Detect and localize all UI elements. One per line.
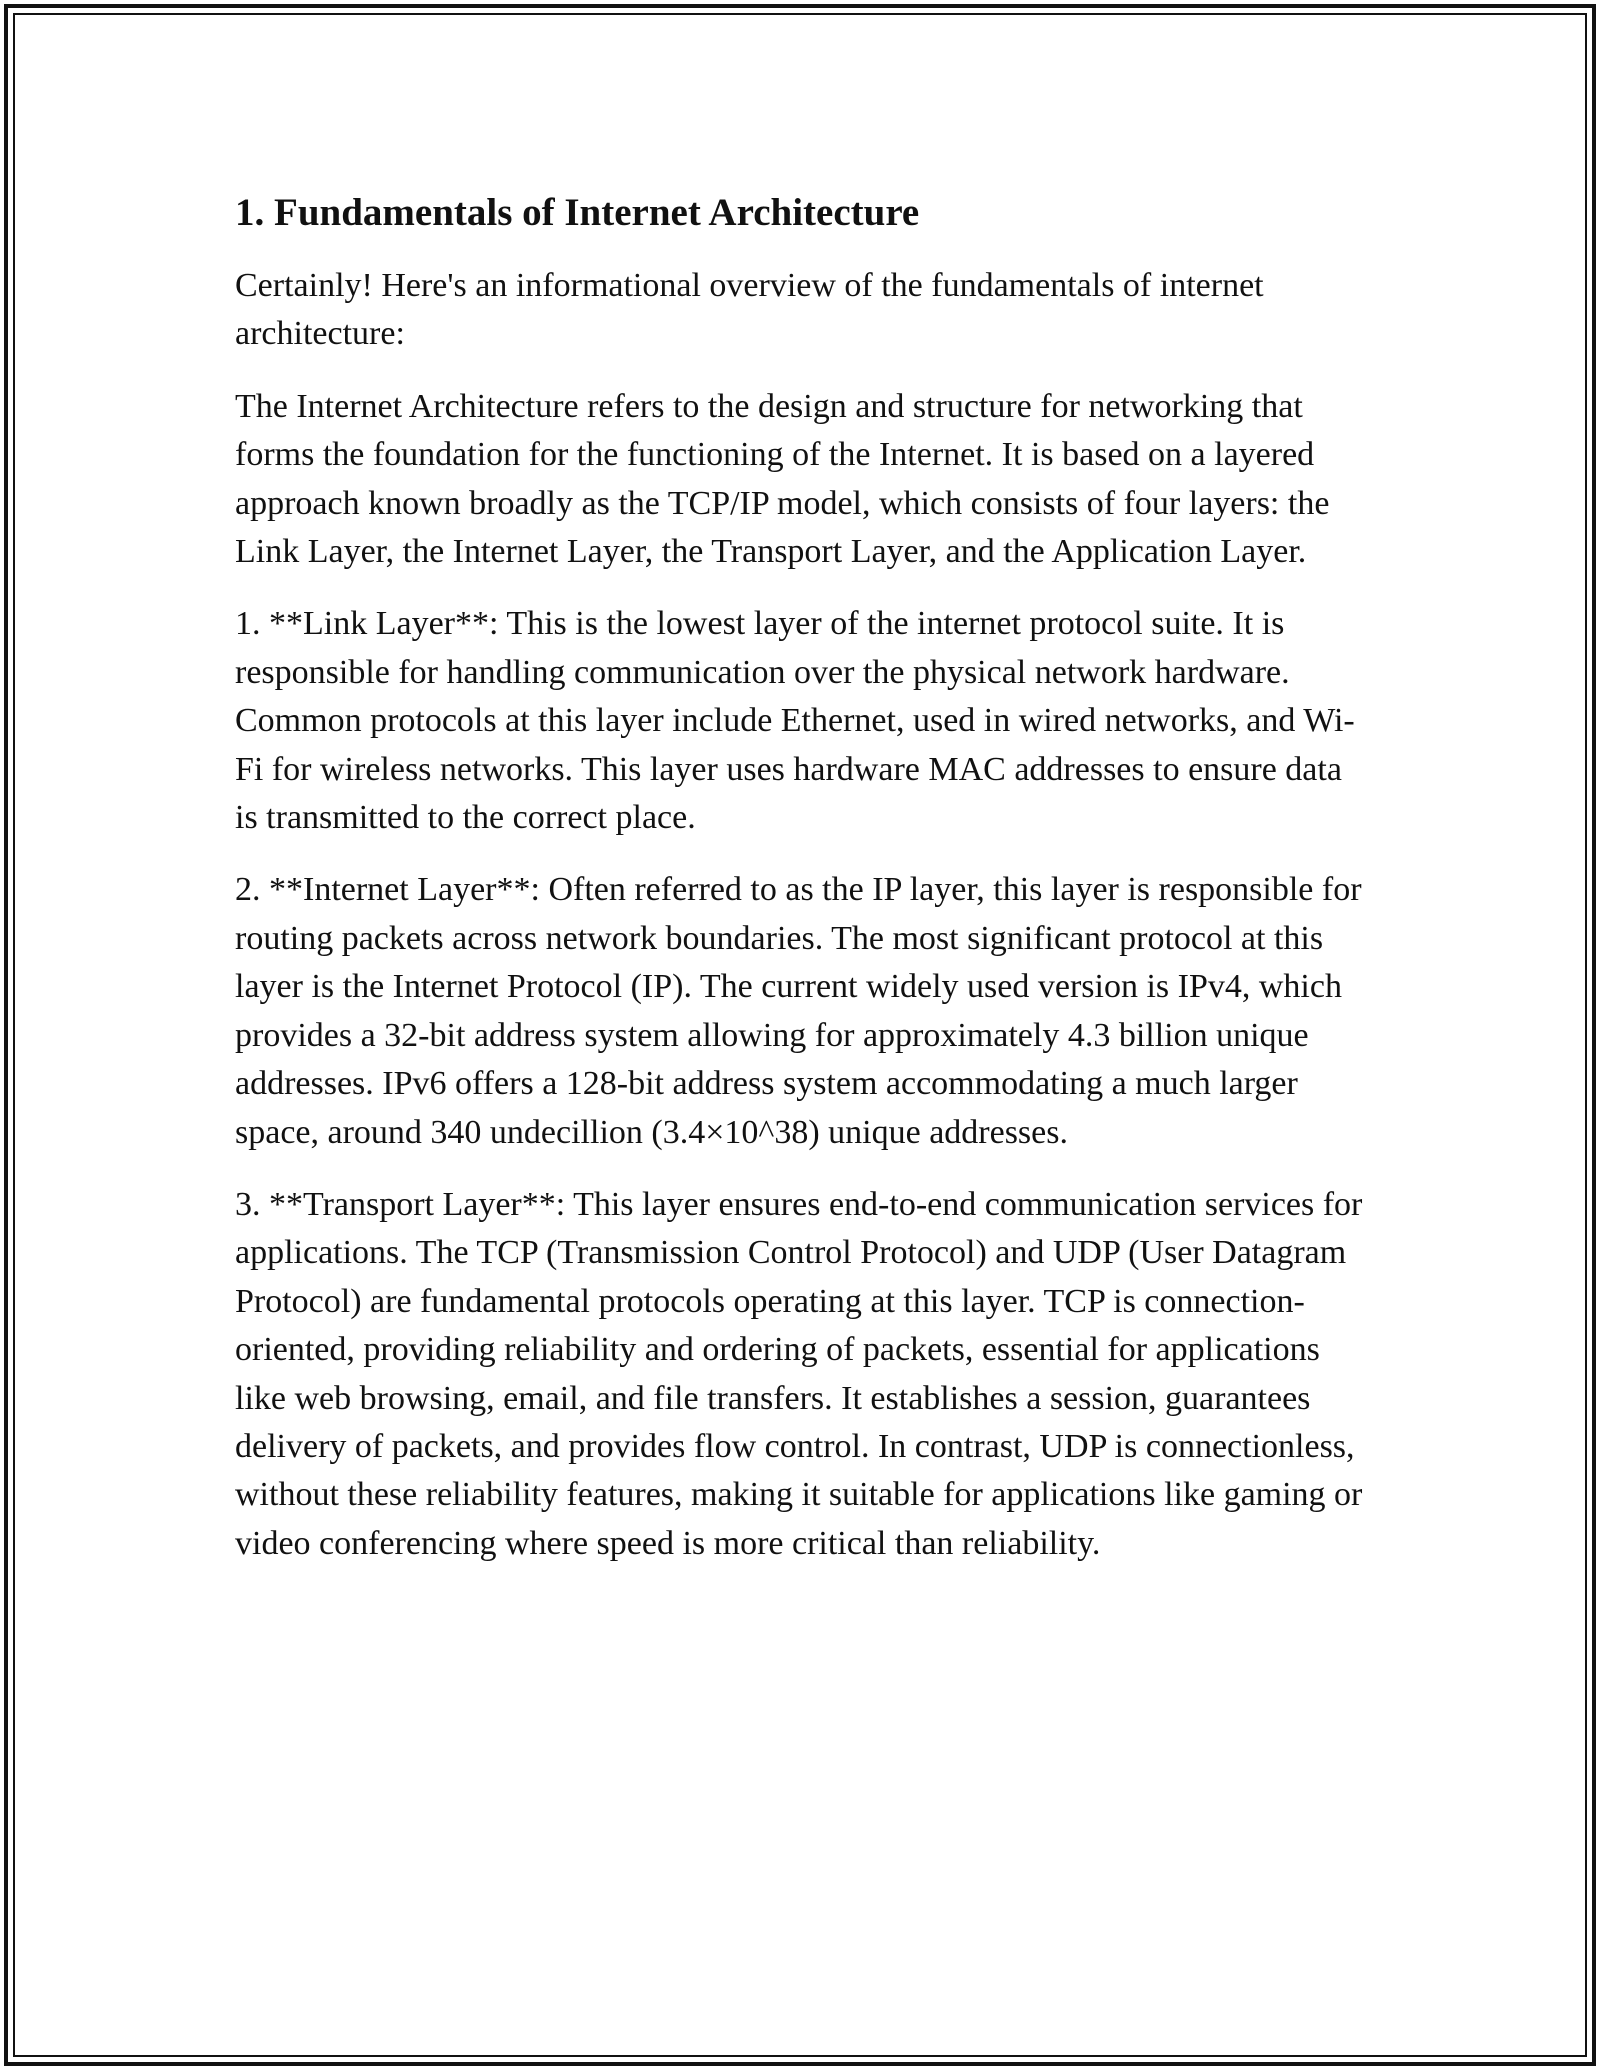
overview-paragraph: The Internet Architecture refers to the design and structure for networking that forms the foundation for the functioning of the Internet. It is based on a layered approach known broadly as the TCP/IP model, which consists of four layers: the Link Layer, the Internet Layer, the Transport Layer, and the Application Layer. bbox=[235, 387, 1338, 571]
transport-layer-paragraph: 3. **Transport Layer**: This layer ensures end-to-end communication services for applications. The TCP (Transmission Control Protocol) and UDP (User Datagram Protocol) are fundamental protocols operating at this layer. TCP is connection-oriented, providing reliability and ordering of packets, essential for applications like web browsing, email, and file transfers. It establishes a session, guarantees delivery of packets, and provides flow control. In contrast, UDP is connectionless, without these reliability features, making it suitable for applications like gaming or video conferencing where speed is more critical than reliability. bbox=[235, 1185, 1371, 1562]
document-body bbox=[235, 188, 1371, 1568]
intro-paragraph: Certainly! Here's an informational overview of the fundamentals of internet architecture: bbox=[235, 267, 1273, 353]
link-layer-paragraph: 1. **Link Layer**: This is the lowest layer of the internet protocol suite. It is responsible for handling communication over the physical network hardware. Common protocols at this layer include Ethernet, used in wired networks, and Wi-Fi for wireless networks. This layer uses hardware MAC addresses to ensure data is transmitted to the correct place. bbox=[235, 605, 1355, 837]
section-heading: 1. Fundamentals of Internet Architecture bbox=[235, 191, 920, 234]
internet-layer-paragraph: 2. **Internet Layer**: Often referred to as the IP layer, this layer is responsible for routing packets across network boundaries. The most significant protocol at this layer is the Internet Protocol (IP). The current widely used version is IPv4, which provides a 32-bit address system allowing for approximately 4.3 billion unique addresses. IPv6 offers a 128-bit address system accommodating a much larger space, around 340 undecillion (3.4×10^38) unique addresses. bbox=[235, 871, 1371, 1151]
